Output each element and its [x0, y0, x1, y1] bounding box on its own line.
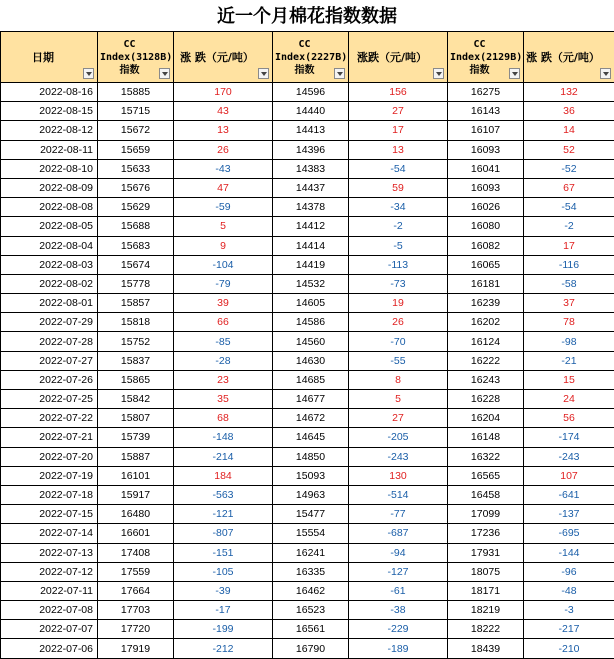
col-header-change-2129b [524, 32, 614, 83]
col-header-label: 日期 [1, 51, 97, 64]
change-cell[interactable]: 35 [174, 390, 273, 409]
filter-dropdown-icon[interactable] [258, 68, 269, 79]
index-cell[interactable]: 14412 [273, 217, 349, 236]
change-cell[interactable]: 8 [349, 370, 448, 389]
change-cell[interactable]: -695 [524, 524, 614, 543]
change-cell[interactable]: -210 [524, 639, 614, 658]
change-cell[interactable]: -55 [349, 351, 448, 370]
index-cell[interactable]: 15554 [273, 524, 349, 543]
table-row [1, 217, 614, 236]
col-header-change-3128b [174, 32, 273, 83]
table-row [1, 236, 614, 255]
date-cell[interactable]: 2022-08-15 [1, 102, 98, 121]
filter-dropdown-icon[interactable] [433, 68, 444, 79]
date-cell[interactable]: 2022-07-12 [1, 562, 98, 581]
index-cell[interactable]: 16041 [448, 159, 524, 178]
index-cell[interactable]: 15659 [98, 140, 174, 159]
date-cell[interactable]: 2022-07-27 [1, 351, 98, 370]
change-cell[interactable]: -144 [524, 543, 614, 562]
col-header-change-2227b [349, 32, 448, 83]
filter-dropdown-icon[interactable] [334, 68, 345, 79]
date-cell[interactable]: 2022-07-26 [1, 370, 98, 389]
index-cell[interactable]: 16601 [98, 524, 174, 543]
col-header-label: 涨 跌（元/吨） [174, 51, 272, 64]
date-cell[interactable]: 2022-07-06 [1, 639, 98, 658]
change-cell[interactable]: -199 [174, 620, 273, 639]
index-cell[interactable]: 14440 [273, 102, 349, 121]
index-cell[interactable]: 16202 [448, 313, 524, 332]
index-cell[interactable]: 14532 [273, 274, 349, 293]
index-cell[interactable]: 16243 [448, 370, 524, 389]
change-cell[interactable]: 66 [174, 313, 273, 332]
index-cell[interactable]: 15842 [98, 390, 174, 409]
change-cell[interactable]: -70 [349, 332, 448, 351]
change-cell[interactable]: 13 [349, 140, 448, 159]
change-cell[interactable]: -52 [524, 159, 614, 178]
index-cell[interactable]: 14419 [273, 255, 349, 274]
index-cell[interactable]: 16239 [448, 294, 524, 313]
change-cell[interactable]: 13 [174, 121, 273, 140]
change-cell[interactable]: -687 [349, 524, 448, 543]
change-cell[interactable]: 19 [349, 294, 448, 313]
date-cell[interactable]: 2022-08-02 [1, 274, 98, 293]
change-cell[interactable]: -85 [174, 332, 273, 351]
table-row [1, 140, 614, 159]
change-cell[interactable]: 27 [349, 409, 448, 428]
change-cell[interactable]: -189 [349, 639, 448, 658]
col-header-label: CC Index(2227B) 指数 [273, 38, 348, 77]
index-cell[interactable]: 15857 [98, 294, 174, 313]
change-cell[interactable]: -59 [174, 198, 273, 217]
index-cell[interactable]: 16181 [448, 274, 524, 293]
change-cell[interactable]: -2 [524, 217, 614, 236]
date-cell[interactable]: 2022-07-28 [1, 332, 98, 351]
change-cell[interactable]: -563 [174, 485, 273, 504]
index-cell[interactable]: 15633 [98, 159, 174, 178]
change-cell[interactable]: -214 [174, 447, 273, 466]
index-cell[interactable]: 14596 [273, 83, 349, 102]
index-cell[interactable]: 14560 [273, 332, 349, 351]
table-row [1, 178, 614, 197]
index-cell[interactable]: 18075 [448, 562, 524, 581]
table-row [1, 255, 614, 274]
change-cell[interactable]: 27 [349, 102, 448, 121]
table-row [1, 601, 614, 620]
change-cell[interactable]: 17 [349, 121, 448, 140]
index-cell[interactable]: 15477 [273, 505, 349, 524]
change-cell[interactable]: 36 [524, 102, 614, 121]
change-cell[interactable]: -5 [349, 236, 448, 255]
index-cell[interactable]: 15885 [98, 83, 174, 102]
change-cell[interactable]: -17 [174, 601, 273, 620]
index-cell[interactable]: 17559 [98, 562, 174, 581]
change-cell[interactable]: -96 [524, 562, 614, 581]
index-cell[interactable]: 15778 [98, 274, 174, 293]
table-row [1, 370, 614, 389]
index-cell[interactable]: 17919 [98, 639, 174, 658]
index-cell[interactable]: 14437 [273, 178, 349, 197]
table-row [1, 294, 614, 313]
table-row [1, 620, 614, 639]
change-cell[interactable]: 47 [174, 178, 273, 197]
change-cell[interactable]: -807 [174, 524, 273, 543]
change-cell[interactable]: -43 [174, 159, 273, 178]
change-cell[interactable]: 78 [524, 313, 614, 332]
index-cell[interactable]: 16335 [273, 562, 349, 581]
table-row [1, 83, 614, 102]
table-row [1, 102, 614, 121]
index-cell[interactable]: 14605 [273, 294, 349, 313]
change-cell[interactable]: 184 [174, 466, 273, 485]
date-cell[interactable]: 2022-07-29 [1, 313, 98, 332]
change-cell[interactable]: -205 [349, 428, 448, 447]
index-cell[interactable]: 18219 [448, 601, 524, 620]
change-cell[interactable]: -98 [524, 332, 614, 351]
date-cell[interactable]: 2022-08-12 [1, 121, 98, 140]
date-cell[interactable]: 2022-07-22 [1, 409, 98, 428]
change-cell[interactable]: -137 [524, 505, 614, 524]
index-cell[interactable]: 16458 [448, 485, 524, 504]
index-cell[interactable]: 15917 [98, 485, 174, 504]
index-cell[interactable]: 16026 [448, 198, 524, 217]
index-cell[interactable]: 16241 [273, 543, 349, 562]
table-row [1, 198, 614, 217]
index-cell[interactable]: 16228 [448, 390, 524, 409]
date-cell[interactable]: 2022-07-08 [1, 601, 98, 620]
index-cell[interactable]: 14963 [273, 485, 349, 504]
table-row [1, 485, 614, 504]
col-header-date [1, 32, 98, 83]
table-row [1, 313, 614, 332]
change-cell[interactable]: 15 [524, 370, 614, 389]
index-cell[interactable]: 16561 [273, 620, 349, 639]
table-row [1, 409, 614, 428]
col-header-index-2129b [448, 32, 524, 83]
date-cell[interactable]: 2022-07-14 [1, 524, 98, 543]
change-cell[interactable]: -148 [174, 428, 273, 447]
table-row [1, 332, 614, 351]
index-cell[interactable]: 15688 [98, 217, 174, 236]
date-cell[interactable]: 2022-08-10 [1, 159, 98, 178]
index-cell[interactable]: 14672 [273, 409, 349, 428]
index-cell[interactable]: 18171 [448, 581, 524, 600]
index-cell[interactable]: 16107 [448, 121, 524, 140]
index-cell[interactable]: 14586 [273, 313, 349, 332]
change-cell[interactable]: -212 [174, 639, 273, 658]
table-row [1, 466, 614, 485]
index-cell[interactable]: 14413 [273, 121, 349, 140]
cotton-index-table [0, 31, 614, 659]
date-cell[interactable]: 2022-07-21 [1, 428, 98, 447]
table-body [1, 83, 614, 659]
filter-dropdown-icon[interactable] [83, 68, 94, 79]
table-row [1, 639, 614, 658]
change-cell[interactable]: -79 [174, 274, 273, 293]
index-cell[interactable]: 16322 [448, 447, 524, 466]
date-cell[interactable]: 2022-07-15 [1, 505, 98, 524]
change-cell[interactable]: -94 [349, 543, 448, 562]
change-cell[interactable]: -3 [524, 601, 614, 620]
change-cell[interactable]: -151 [174, 543, 273, 562]
index-cell[interactable]: 14677 [273, 390, 349, 409]
index-cell[interactable]: 15629 [98, 198, 174, 217]
change-cell[interactable]: 59 [349, 178, 448, 197]
index-cell[interactable]: 15887 [98, 447, 174, 466]
index-cell[interactable]: 17664 [98, 581, 174, 600]
change-cell[interactable]: -54 [524, 198, 614, 217]
change-cell[interactable]: 107 [524, 466, 614, 485]
table-row [1, 505, 614, 524]
index-cell[interactable]: 16204 [448, 409, 524, 428]
col-header-label: CC Index(2129B) 指数 [448, 38, 523, 77]
change-cell[interactable]: -121 [174, 505, 273, 524]
filter-dropdown-icon[interactable] [509, 68, 520, 79]
change-cell[interactable]: 56 [524, 409, 614, 428]
change-cell[interactable]: -514 [349, 485, 448, 504]
index-cell[interactable]: 17720 [98, 620, 174, 639]
change-cell[interactable]: 68 [174, 409, 273, 428]
index-cell[interactable]: 14685 [273, 370, 349, 389]
index-cell[interactable]: 16093 [448, 178, 524, 197]
change-cell[interactable]: -39 [174, 581, 273, 600]
change-cell[interactable]: -174 [524, 428, 614, 447]
change-cell[interactable]: -127 [349, 562, 448, 581]
index-cell[interactable]: 16462 [273, 581, 349, 600]
change-cell[interactable]: 17 [524, 236, 614, 255]
change-cell[interactable]: 26 [349, 313, 448, 332]
change-cell[interactable]: -243 [349, 447, 448, 466]
change-cell[interactable]: -48 [524, 581, 614, 600]
index-cell[interactable]: 14396 [273, 140, 349, 159]
index-cell[interactable]: 17408 [98, 543, 174, 562]
change-cell[interactable]: -34 [349, 198, 448, 217]
index-cell[interactable]: 14850 [273, 447, 349, 466]
index-cell[interactable]: 15674 [98, 255, 174, 274]
table-row [1, 447, 614, 466]
index-cell[interactable]: 16790 [273, 639, 349, 658]
date-cell[interactable]: 2022-07-13 [1, 543, 98, 562]
index-cell[interactable]: 15818 [98, 313, 174, 332]
table-row [1, 524, 614, 543]
date-cell[interactable]: 2022-08-03 [1, 255, 98, 274]
index-cell[interactable]: 15672 [98, 121, 174, 140]
index-cell[interactable]: 15683 [98, 236, 174, 255]
change-cell[interactable]: -2 [349, 217, 448, 236]
index-cell[interactable]: 18439 [448, 639, 524, 658]
index-cell[interactable]: 16523 [273, 601, 349, 620]
col-header-index-2227b [273, 32, 349, 83]
change-cell[interactable]: -28 [174, 351, 273, 370]
change-cell[interactable]: -58 [524, 274, 614, 293]
index-cell[interactable]: 14378 [273, 198, 349, 217]
index-cell[interactable]: 16275 [448, 83, 524, 102]
index-cell[interactable]: 17703 [98, 601, 174, 620]
index-cell[interactable]: 15807 [98, 409, 174, 428]
date-cell[interactable]: 2022-08-01 [1, 294, 98, 313]
change-cell[interactable]: 67 [524, 178, 614, 197]
index-cell[interactable]: 17236 [448, 524, 524, 543]
date-cell[interactable]: 2022-07-25 [1, 390, 98, 409]
index-cell[interactable]: 16101 [98, 466, 174, 485]
table-row [1, 274, 614, 293]
col-header-label: CC Index(3128B) 指数 [98, 38, 173, 77]
change-cell[interactable]: -243 [524, 447, 614, 466]
index-cell[interactable]: 16480 [98, 505, 174, 524]
index-cell[interactable]: 18222 [448, 620, 524, 639]
index-cell[interactable]: 17931 [448, 543, 524, 562]
change-cell[interactable]: -104 [174, 255, 273, 274]
index-cell[interactable]: 15752 [98, 332, 174, 351]
index-cell[interactable]: 15093 [273, 466, 349, 485]
filter-dropdown-icon[interactable] [159, 68, 170, 79]
index-cell[interactable]: 16065 [448, 255, 524, 274]
table-row [1, 351, 614, 370]
date-cell[interactable]: 2022-07-07 [1, 620, 98, 639]
change-cell[interactable]: -38 [349, 601, 448, 620]
filter-dropdown-icon[interactable] [600, 68, 611, 79]
change-cell[interactable]: 132 [524, 83, 614, 102]
change-cell[interactable]: 39 [174, 294, 273, 313]
date-cell[interactable]: 2022-08-09 [1, 178, 98, 197]
date-cell[interactable]: 2022-07-18 [1, 485, 98, 504]
date-cell[interactable]: 2022-07-20 [1, 447, 98, 466]
change-cell[interactable]: 170 [174, 83, 273, 102]
index-cell[interactable]: 16080 [448, 217, 524, 236]
index-cell[interactable]: 14630 [273, 351, 349, 370]
sheet-title: 近一个月棉花指数数据 [0, 0, 614, 31]
change-cell[interactable]: -61 [349, 581, 448, 600]
table-row [1, 121, 614, 140]
change-cell[interactable]: 156 [349, 83, 448, 102]
change-cell[interactable]: -73 [349, 274, 448, 293]
index-cell[interactable]: 16148 [448, 428, 524, 447]
index-cell[interactable]: 15739 [98, 428, 174, 447]
change-cell[interactable]: 5 [174, 217, 273, 236]
date-cell[interactable]: 2022-07-11 [1, 581, 98, 600]
col-header-label: 涨 跌（元/吨） [524, 51, 614, 64]
change-cell[interactable]: 23 [174, 370, 273, 389]
col-header-label: 涨跌（元/吨） [349, 51, 447, 64]
change-cell[interactable]: -105 [174, 562, 273, 581]
change-cell[interactable]: -116 [524, 255, 614, 274]
table-row [1, 562, 614, 581]
index-cell[interactable]: 16222 [448, 351, 524, 370]
table-row [1, 428, 614, 447]
index-cell[interactable]: 16093 [448, 140, 524, 159]
index-cell[interactable]: 14414 [273, 236, 349, 255]
index-cell[interactable]: 17099 [448, 505, 524, 524]
index-cell[interactable]: 15715 [98, 102, 174, 121]
change-cell[interactable]: 24 [524, 390, 614, 409]
header-row [1, 32, 614, 83]
index-cell[interactable]: 16565 [448, 466, 524, 485]
index-cell[interactable]: 16082 [448, 236, 524, 255]
change-cell[interactable]: 5 [349, 390, 448, 409]
change-cell[interactable]: 52 [524, 140, 614, 159]
change-cell[interactable]: 26 [174, 140, 273, 159]
change-cell[interactable]: 130 [349, 466, 448, 485]
change-cell[interactable]: -77 [349, 505, 448, 524]
table-row [1, 390, 614, 409]
col-header-index-3128b [98, 32, 174, 83]
change-cell[interactable]: -217 [524, 620, 614, 639]
date-cell[interactable]: 2022-08-05 [1, 217, 98, 236]
table-row [1, 159, 614, 178]
date-cell[interactable]: 2022-08-11 [1, 140, 98, 159]
change-cell[interactable]: 14 [524, 121, 614, 140]
date-cell[interactable]: 2022-08-16 [1, 83, 98, 102]
index-cell[interactable]: 15676 [98, 178, 174, 197]
index-cell[interactable]: 16143 [448, 102, 524, 121]
change-cell[interactable]: 9 [174, 236, 273, 255]
index-cell[interactable]: 15837 [98, 351, 174, 370]
index-cell[interactable]: 15865 [98, 370, 174, 389]
index-cell[interactable]: 14383 [273, 159, 349, 178]
date-cell[interactable]: 2022-08-04 [1, 236, 98, 255]
index-cell[interactable]: 14645 [273, 428, 349, 447]
date-cell[interactable]: 2022-08-08 [1, 198, 98, 217]
change-cell[interactable]: -229 [349, 620, 448, 639]
change-cell[interactable]: -641 [524, 485, 614, 504]
table-row [1, 581, 614, 600]
table-row [1, 543, 614, 562]
date-cell[interactable]: 2022-07-19 [1, 466, 98, 485]
change-cell[interactable]: -113 [349, 255, 448, 274]
index-cell[interactable]: 16124 [448, 332, 524, 351]
change-cell[interactable]: 37 [524, 294, 614, 313]
change-cell[interactable]: -21 [524, 351, 614, 370]
change-cell[interactable]: -54 [349, 159, 448, 178]
change-cell[interactable]: 43 [174, 102, 273, 121]
